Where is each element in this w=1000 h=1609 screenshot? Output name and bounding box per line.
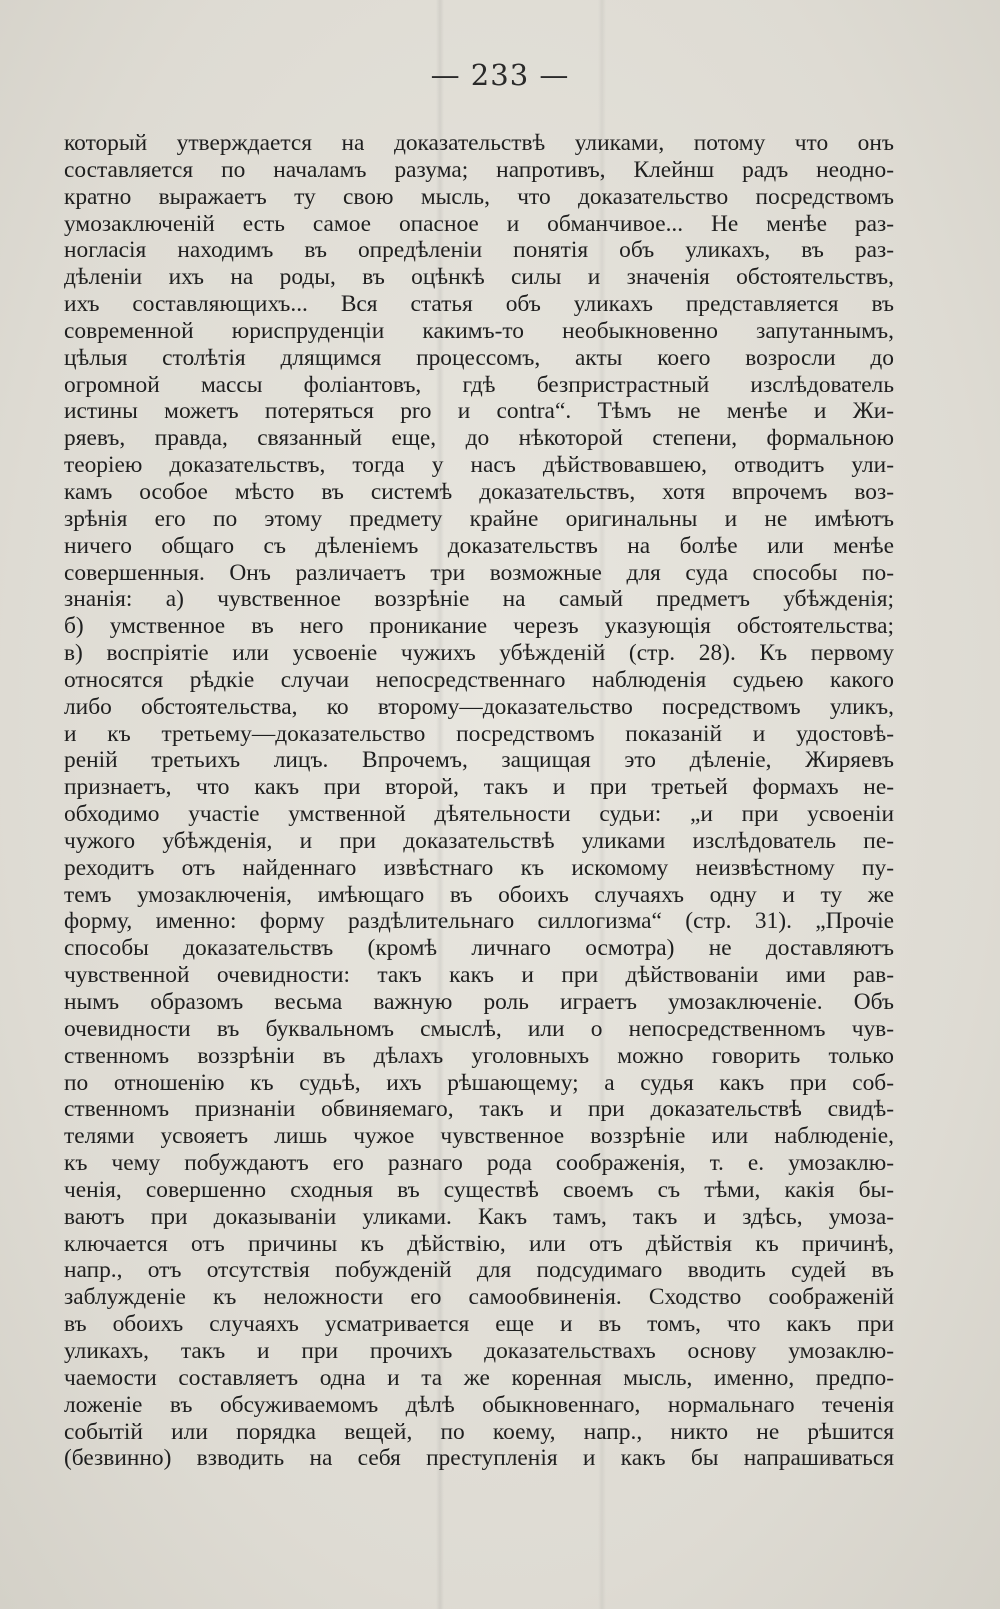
text-line: темъ умозаключенія, имѣющаго въ обоихъ случаяхъ одну и ту же bbox=[64, 881, 894, 908]
text-line: способы доказательствъ (кромѣ личнаго осмотра) не доставляютъ bbox=[64, 935, 894, 962]
text-line: камъ особое мѣсто въ системѣ доказательствъ, хотя впрочемъ воз- bbox=[64, 478, 894, 505]
body-text bbox=[64, 130, 894, 1472]
page-number: — 233 — bbox=[430, 58, 570, 92]
text-line: который утверждается на доказательствѣ уликами, потому что онъ bbox=[64, 130, 894, 156]
text-line: чаемости составляетъ одна и та же коренная мысль, именно, предпо- bbox=[64, 1364, 894, 1391]
text-line: теоріею доказательствъ, тогда у насъ дѣйствовавшею, отводитъ ули- bbox=[64, 452, 894, 479]
text-line: умозаключеній есть самое опасное и обманчивое... Не менѣе раз- bbox=[64, 210, 894, 237]
text-line: истины можетъ потеряться pro и contra“. Тѣмъ не менѣе и Жи- bbox=[64, 398, 894, 425]
text-line: знанія: а) чувственное воззрѣніе на самый предметъ убѣжденія; bbox=[64, 586, 894, 613]
text-line: современной юриспруденціи какимъ-то необыкновенно запутаннымъ, bbox=[64, 317, 894, 344]
text-line: огромной массы фоліантовъ, гдѣ безпристрастный изслѣдователь bbox=[64, 371, 894, 398]
text-line: ченія, совершенно сходныя въ существѣ своемъ съ тѣми, какія бы- bbox=[64, 1176, 894, 1203]
text-line: цѣлыя столѣтія длящимся процессомъ, акты коего возросли до bbox=[64, 344, 894, 371]
text-line: и къ третьему—доказательство посредствомъ показаній и удостовѣ- bbox=[64, 720, 894, 747]
text-line: чужого убѣжденія, и при доказательствѣ уликами изслѣдователь пе- bbox=[64, 827, 894, 854]
text-line: ключается отъ причины къ дѣйствію, или отъ дѣйствія къ причинѣ, bbox=[64, 1230, 894, 1257]
text-line: ваютъ при доказываніи уликами. Какъ тамъ, такъ и здѣсь, умоза- bbox=[64, 1203, 894, 1230]
text-line: признаетъ, что какъ при второй, такъ и при третьей формахъ не- bbox=[64, 774, 894, 801]
text-line: составляется по началамъ разума; напротивъ, Клейнш радъ неодно- bbox=[64, 156, 894, 183]
text-line: по отношенію къ судьѣ, ихъ рѣшающему; а судья какъ при соб- bbox=[64, 1069, 894, 1096]
text-line: телями усвояетъ лишь чужое чувственное воззрѣніе или наблюденіе, bbox=[64, 1123, 894, 1150]
text-line: нымъ образомъ весьма важную роль играетъ умозаключеніе. Объ bbox=[64, 989, 894, 1015]
text-line: напр., отъ отсутствія побужденій для подсудимаго вводить судей въ bbox=[64, 1257, 894, 1284]
text-line: совершенныя. Онъ различаетъ три возможные для суда способы по- bbox=[64, 559, 894, 586]
text-line: обходимо участіе умственной дѣятельности судьи: „и при усвоеніи bbox=[64, 801, 894, 828]
text-line: ногласія находимъ въ опредѣленіи понятія объ уликахъ, въ раз- bbox=[64, 237, 894, 264]
text-line: б) умственное въ него проникание черезъ указующія обстоятельства; bbox=[64, 613, 894, 640]
text-line: либо обстоятельства, ко второму—доказательство посредствомъ уликъ, bbox=[64, 693, 894, 720]
text-line: ихъ составляющихъ... Вся статья объ уликахъ представляется въ bbox=[64, 291, 894, 318]
text-line: ственномъ воззрѣніи въ дѣлахъ уголовныхъ можно говорить только bbox=[64, 1042, 894, 1069]
text-line: ряевъ, правда, связанный еще, до нѣкоторой степени, формальною bbox=[64, 425, 894, 452]
text-line: зрѣнія его по этому предмету крайне оригинальны и не имѣютъ bbox=[64, 505, 894, 532]
text-line: чувственной очевидности: такъ какъ и при дѣйствованіи ими рав- bbox=[64, 962, 894, 989]
text-line: ложеніе въ обсуживаемомъ дѣлѣ обыкновеннаго, нормальнаго теченія bbox=[64, 1391, 894, 1418]
text-line: форму, именно: форму раздѣлительнаго силлогизма“ (стр. 31). „Прочіе bbox=[64, 908, 894, 935]
text-line: событій или порядка вещей, по коему, напр., никто не рѣшится bbox=[64, 1418, 894, 1445]
text-line: кратно выражаетъ ту свою мысль, что доказательство посредствомъ bbox=[64, 183, 894, 210]
text-line: (безвинно) взводить на себя преступленія и какъ бы напрашиваться bbox=[64, 1445, 894, 1472]
text-line: уликахъ, такъ и при прочихъ доказательствахъ основу умозаклю- bbox=[64, 1337, 894, 1364]
text-line: дѣленіи ихъ на роды, въ оцѣнкѣ силы и значенія обстоятельствъ, bbox=[64, 264, 894, 291]
text-line: относятся рѣдкіе случаи непосредственнаго наблюденія судьею какого bbox=[64, 666, 894, 693]
text-line: ничего общаго съ дѣленіемъ доказательствъ на болѣе или менѣе bbox=[64, 532, 894, 559]
text-line: реходитъ отъ найденнаго извѣстнаго къ искомому неизвѣстному пу- bbox=[64, 854, 894, 881]
text-line: въ обоихъ случаяхъ усматривается еще и въ томъ, что какъ при bbox=[64, 1311, 894, 1338]
text-line: реній третьихъ лицъ. Впрочемъ, защищая это дѣленіе, Жиряевъ bbox=[64, 747, 894, 774]
text-line: ственномъ признаніи обвиняемаго, такъ и при доказательствѣ свидѣ- bbox=[64, 1096, 894, 1123]
text-line: заблужденіе къ неложности его самообвиненія. Сходство соображеній bbox=[64, 1284, 894, 1311]
text-line: в) воспріятіе или усвоеніе чужихъ убѣжденій (стр. 28). Къ первому bbox=[64, 640, 894, 667]
text-line: къ чему побуждаютъ его разнаго рода соображенія, т. е. умозаклю- bbox=[64, 1150, 894, 1177]
text-line: очевидности въ буквальномъ смыслѣ, или о непосредственномъ чув- bbox=[64, 1015, 894, 1042]
